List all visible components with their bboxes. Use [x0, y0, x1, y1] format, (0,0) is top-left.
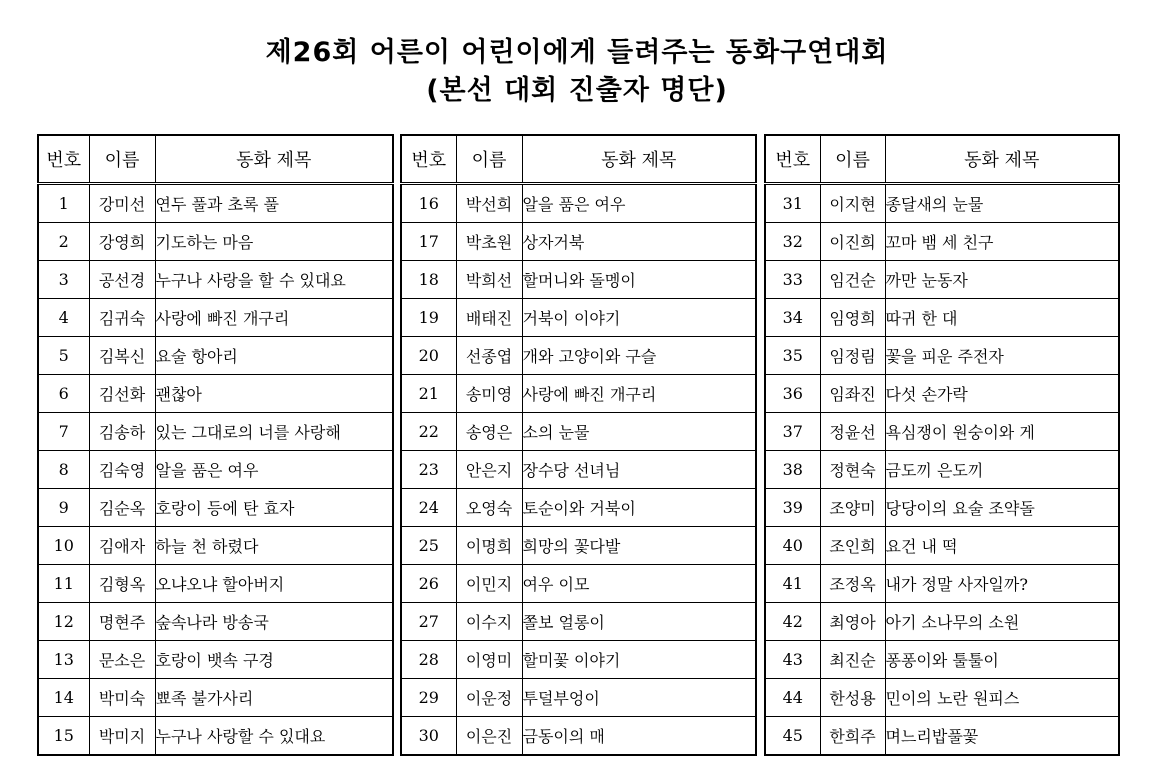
story-title: 장수당 선녀님: [522, 451, 756, 489]
table-row: [38, 184, 393, 223]
entry-number: 40: [765, 527, 820, 565]
participant-name: 임건순: [820, 261, 885, 299]
table-row: [38, 641, 393, 679]
story-title: 거북이 이야기: [522, 299, 756, 337]
header-row: [401, 135, 756, 184]
table-row: [765, 299, 1119, 337]
header-row: [38, 135, 393, 184]
roster-table-2: [400, 134, 757, 756]
table-row: [765, 679, 1119, 717]
story-title: 뾰족 불가사리: [155, 679, 393, 717]
story-title: 괜찮아: [155, 375, 393, 413]
participant-name: 정현숙: [820, 451, 885, 489]
entry-number: 37: [765, 413, 820, 451]
entry-number: 5: [38, 337, 89, 375]
entry-number: 12: [38, 603, 89, 641]
story-title: 투덜부엉이: [522, 679, 756, 717]
entry-number: 23: [401, 451, 456, 489]
header-name: 이름: [89, 135, 155, 184]
table-row: [401, 375, 756, 413]
entry-number: 34: [765, 299, 820, 337]
participant-name: 강영희: [89, 223, 155, 261]
entry-number: 33: [765, 261, 820, 299]
entry-number: 26: [401, 565, 456, 603]
story-title: 따귀 한 대: [885, 299, 1119, 337]
entry-number: 3: [38, 261, 89, 299]
table-row: [765, 261, 1119, 299]
story-title: 아기 소나무의 소원: [885, 603, 1119, 641]
table-row: [765, 184, 1119, 223]
table-row: [38, 717, 393, 756]
entry-number: 6: [38, 375, 89, 413]
entry-number: 11: [38, 565, 89, 603]
story-title: 꼬마 뱀 세 친구: [885, 223, 1119, 261]
story-title: 당당이의 요술 조약돌: [885, 489, 1119, 527]
story-title: 금동이의 매: [522, 717, 756, 756]
participant-name: 김송하: [89, 413, 155, 451]
page-title: 제26회 어른이 어린이에게 들려주는 동화구연대회: [265, 37, 889, 68]
participant-name: 김순옥: [89, 489, 155, 527]
story-title: 며느리밥풀꽃: [885, 717, 1119, 756]
entry-number: 27: [401, 603, 456, 641]
participant-name: 이은진: [456, 717, 522, 756]
entry-number: 36: [765, 375, 820, 413]
entry-number: 30: [401, 717, 456, 756]
story-title: 할머니와 돌멩이: [522, 261, 756, 299]
participant-name: 임좌진: [820, 375, 885, 413]
story-title: 요건 내 떡: [885, 527, 1119, 565]
header-number: 번호: [765, 135, 820, 184]
entry-number: 28: [401, 641, 456, 679]
table-row: [401, 565, 756, 603]
table-row: [401, 641, 756, 679]
entry-number: 41: [765, 565, 820, 603]
story-title: 민이의 노란 원피스: [885, 679, 1119, 717]
header-row: [765, 135, 1119, 184]
entry-number: 16: [401, 184, 456, 223]
table-row: [38, 679, 393, 717]
entry-number: 44: [765, 679, 820, 717]
entry-number: 8: [38, 451, 89, 489]
participant-name: 강미선: [89, 184, 155, 223]
participant-name: 공선경: [89, 261, 155, 299]
header-name: 이름: [820, 135, 885, 184]
story-title: 까만 눈동자: [885, 261, 1119, 299]
table-row: [38, 603, 393, 641]
participant-name: 김숙영: [89, 451, 155, 489]
entry-number: 38: [765, 451, 820, 489]
participant-name: 한희주: [820, 717, 885, 756]
story-title: 할미꽃 이야기: [522, 641, 756, 679]
table-row: [38, 527, 393, 565]
story-title: 개와 고양이와 구슬: [522, 337, 756, 375]
participant-name: 오영숙: [456, 489, 522, 527]
participant-name: 안은지: [456, 451, 522, 489]
entry-number: 32: [765, 223, 820, 261]
entry-number: 1: [38, 184, 89, 223]
table-row: [38, 413, 393, 451]
table-row: [401, 299, 756, 337]
entry-number: 43: [765, 641, 820, 679]
entry-number: 19: [401, 299, 456, 337]
story-title: 욕심쟁이 원숭이와 게: [885, 413, 1119, 451]
table-row: [38, 261, 393, 299]
entry-number: 42: [765, 603, 820, 641]
entry-number: 10: [38, 527, 89, 565]
header-story: 동화 제목: [522, 135, 756, 184]
entry-number: 20: [401, 337, 456, 375]
entry-number: 29: [401, 679, 456, 717]
header-story: 동화 제목: [885, 135, 1119, 184]
entry-number: 13: [38, 641, 89, 679]
story-title: 숲속나라 방송국: [155, 603, 393, 641]
entry-number: 24: [401, 489, 456, 527]
entry-number: 17: [401, 223, 456, 261]
table-row: [38, 223, 393, 261]
participant-name: 임영희: [820, 299, 885, 337]
participant-name: 이명희: [456, 527, 522, 565]
entry-number: 35: [765, 337, 820, 375]
entry-number: 21: [401, 375, 456, 413]
entry-number: 9: [38, 489, 89, 527]
roster-table-1: [37, 134, 394, 756]
table-row: [765, 717, 1119, 756]
table-row: [765, 223, 1119, 261]
participant-name: 명현주: [89, 603, 155, 641]
table-row: [765, 451, 1119, 489]
story-title: 쫄보 얼롱이: [522, 603, 756, 641]
story-title: 내가 정말 사자일까?: [885, 565, 1119, 603]
table-row: [765, 641, 1119, 679]
story-title: 소의 눈물: [522, 413, 756, 451]
story-title: 여우 이모: [522, 565, 756, 603]
story-title: 퐁퐁이와 툴툴이: [885, 641, 1119, 679]
participant-name: 한성용: [820, 679, 885, 717]
participant-name: 조인희: [820, 527, 885, 565]
participant-name: 박미숙: [89, 679, 155, 717]
story-title: 사랑에 빠진 개구리: [522, 375, 756, 413]
table-row: [765, 413, 1119, 451]
table-row: [765, 337, 1119, 375]
table-row: [765, 603, 1119, 641]
entry-number: 14: [38, 679, 89, 717]
table-row: [765, 489, 1119, 527]
story-title: 누구나 사랑할 수 있대요: [155, 717, 393, 756]
table-row: [401, 223, 756, 261]
story-title: 누구나 사랑을 할 수 있대요: [155, 261, 393, 299]
table-row: [401, 451, 756, 489]
participant-name: 최진순: [820, 641, 885, 679]
entry-number: 15: [38, 717, 89, 756]
table-row: [401, 679, 756, 717]
story-title: 하늘 천 하렸다: [155, 527, 393, 565]
story-title: 사랑에 빠진 개구리: [155, 299, 393, 337]
table-row: [401, 717, 756, 756]
header-number: 번호: [38, 135, 89, 184]
roster-table-3: [764, 134, 1120, 756]
story-title: 있는 그대로의 너를 사랑해: [155, 413, 393, 451]
participant-name: 김복신: [89, 337, 155, 375]
table-row: [38, 489, 393, 527]
participant-name: 김귀숙: [89, 299, 155, 337]
participant-name: 배태진: [456, 299, 522, 337]
entry-number: 18: [401, 261, 456, 299]
story-title: 다섯 손가락: [885, 375, 1119, 413]
participant-name: 김형옥: [89, 565, 155, 603]
entry-number: 31: [765, 184, 820, 223]
story-title: 기도하는 마음: [155, 223, 393, 261]
header-name: 이름: [456, 135, 522, 184]
story-title: 꽃을 피운 주전자: [885, 337, 1119, 375]
participant-name: 박미지: [89, 717, 155, 756]
participant-name: 김선화: [89, 375, 155, 413]
participant-name: 임정림: [820, 337, 885, 375]
participant-name: 이영미: [456, 641, 522, 679]
table-row: [401, 603, 756, 641]
header-story: 동화 제목: [155, 135, 393, 184]
participant-name: 선종엽: [456, 337, 522, 375]
table-row: [401, 527, 756, 565]
participant-name: 박희선: [456, 261, 522, 299]
entry-number: 7: [38, 413, 89, 451]
participant-name: 박초원: [456, 223, 522, 261]
entry-number: 25: [401, 527, 456, 565]
participant-name: 김애자: [89, 527, 155, 565]
story-title: 토순이와 거북이: [522, 489, 756, 527]
participant-name: 조정옥: [820, 565, 885, 603]
story-title: 알을 품은 여우: [522, 184, 756, 223]
table-row: [38, 451, 393, 489]
participant-name: 이운정: [456, 679, 522, 717]
story-title: 호랑이 등에 탄 효자: [155, 489, 393, 527]
participant-name: 정윤선: [820, 413, 885, 451]
header-number: 번호: [401, 135, 456, 184]
story-title: 요술 항아리: [155, 337, 393, 375]
table-row: [401, 337, 756, 375]
table-row: [401, 413, 756, 451]
table-row: [401, 489, 756, 527]
story-title: 연두 풀과 초록 풀: [155, 184, 393, 223]
table-row: [765, 375, 1119, 413]
participant-name: 이진희: [820, 223, 885, 261]
entry-number: 2: [38, 223, 89, 261]
table-row: [38, 299, 393, 337]
story-title: 알을 품은 여우: [155, 451, 393, 489]
story-title: 오냐오냐 할아버지: [155, 565, 393, 603]
participant-name: 박선희: [456, 184, 522, 223]
story-title: 희망의 꽃다발: [522, 527, 756, 565]
story-title: 종달새의 눈물: [885, 184, 1119, 223]
table-row: [401, 184, 756, 223]
participant-name: 문소은: [89, 641, 155, 679]
story-title: 호랑이 뱃속 구경: [155, 641, 393, 679]
participant-name: 이지현: [820, 184, 885, 223]
story-title: 금도끼 은도끼: [885, 451, 1119, 489]
participant-name: 최영아: [820, 603, 885, 641]
page-subtitle: (본선 대회 진출자 명단): [426, 75, 728, 106]
table-row: [765, 527, 1119, 565]
participant-name: 조양미: [820, 489, 885, 527]
entry-number: 45: [765, 717, 820, 756]
entry-number: 4: [38, 299, 89, 337]
table-row: [765, 565, 1119, 603]
participant-name: 송미영: [456, 375, 522, 413]
participant-name: 이민지: [456, 565, 522, 603]
entry-number: 22: [401, 413, 456, 451]
entry-number: 39: [765, 489, 820, 527]
table-row: [401, 261, 756, 299]
table-row: [38, 337, 393, 375]
table-row: [38, 565, 393, 603]
table-row: [38, 375, 393, 413]
participant-name: 송영은: [456, 413, 522, 451]
story-title: 상자거북: [522, 223, 756, 261]
participant-name: 이수지: [456, 603, 522, 641]
